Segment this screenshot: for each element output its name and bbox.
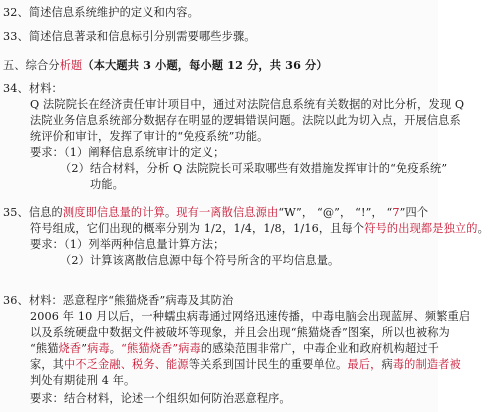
material-label: 材料：: [28, 82, 63, 95]
highlighted-text: 烧香: [58, 342, 82, 355]
section-title-highlight: 析题: [59, 59, 83, 72]
text-segment: 信息的: [28, 206, 63, 219]
question-number: 32、: [3, 6, 29, 19]
question-text: 简述信息著录和信息标引分别需要哪些步骤。: [28, 30, 256, 43]
material-line: [30, 358, 461, 372]
requirement-1: 要求：（1）列举两种信息量计算方法；: [30, 238, 225, 251]
text-segment: “熊猫: [30, 342, 59, 355]
text-segment: 家，其: [30, 358, 65, 371]
section-title: 五、综合分: [3, 59, 60, 72]
question-35-line-2: [30, 222, 489, 236]
highlighted-text: 符号的出现都是独立的: [364, 222, 478, 235]
section-instructions: （本大题共 3 小题，每小题 12 分，共 36 分）: [82, 58, 328, 72]
highlighted-text: 病毒: [178, 342, 201, 355]
material-line: 法院业务信息系统部分数据存在明显的逻辑错误问题。法院以此为切入点，开展信息系: [30, 114, 461, 127]
material-line: 判处有期徒刑 4 年。: [30, 374, 136, 387]
material-line: 统评价和审计，发挥了审计的“免疫系统”功能。: [30, 130, 269, 143]
question-number: 34、: [3, 82, 29, 95]
text-segment: 等关系到国计民生的重要单位。: [188, 358, 348, 371]
text-segment: “W”， “@”， “!”， “: [278, 206, 393, 219]
requirement: 要求：结合材料，论述一个组织如何防治恶意程序。: [30, 392, 291, 405]
material-line: [30, 342, 439, 356]
text-segment: 的感染范围非常广，中毒企业和政府机构超过千: [200, 342, 440, 355]
requirement-2-cont: 功能。: [90, 178, 125, 191]
material-line: 2006 年 10 月以后，一种蠕虫病毒通过网络迅速传播，中毒电脑会出现蓝屏、频繁重启: [30, 310, 471, 323]
requirement-2: （2）结合材料，分析 Q 法院院长可采取哪些有效措施发挥审计的“免疫系统”: [60, 162, 448, 175]
text-segment: 。: [477, 222, 489, 235]
question-32: [3, 6, 199, 20]
section-heading: [3, 58, 328, 73]
highlighted-text: 现有一离散信息源由: [176, 206, 279, 219]
question-number: 35、: [3, 206, 29, 219]
text-segment: ”: [81, 342, 88, 355]
highlighted-text: 7: [392, 206, 400, 219]
question-34-header: [3, 82, 63, 96]
material-title: 材料：恶意程序“熊猫烧香”病毒及其防治: [28, 294, 234, 307]
material-line: 以及系统硬盘中数据文件被破坏等现象，并且会出现“熊猫烧香”图案，所以也被称为: [30, 326, 450, 339]
question-number: 33、: [3, 30, 29, 43]
question-33: [3, 30, 256, 44]
question-36-header: [3, 294, 233, 308]
requirement-2: （2）计算该离散信息源中每个符号所含的平均信息量。: [60, 254, 340, 267]
text-segment: 。: [109, 342, 122, 355]
material-line: Q 法院院长在经济责任审计项目中，通过对法院信息系统有关数据的对比分析，发现 Q: [30, 98, 465, 111]
text-segment: 病: [381, 358, 393, 371]
text-segment: 符号组成，它们出现的概率分别为 1/2，1/4，1/8，1/16，且每个: [30, 222, 365, 235]
text-segment: 。: [164, 206, 177, 219]
highlighted-text: 病毒: [87, 342, 110, 355]
requirement-1: 要求：（1）阐释信息系统审计的定义；: [30, 146, 225, 159]
text-segment: ”四个: [399, 206, 429, 219]
highlighted-text: 中不乏金融、税务、能源: [64, 358, 189, 371]
highlighted-text: 毒的制造者被: [392, 358, 461, 371]
question-number: 36、: [3, 294, 29, 307]
highlighted-text: 最后，: [347, 358, 382, 371]
highlighted-text: “熊猫烧香”: [121, 342, 179, 355]
highlighted-text: 测度即信息量的计算: [62, 206, 165, 219]
question-text: 简述信息系统维护的定义和内容。: [28, 6, 199, 19]
question-35-line-1: [3, 206, 428, 220]
